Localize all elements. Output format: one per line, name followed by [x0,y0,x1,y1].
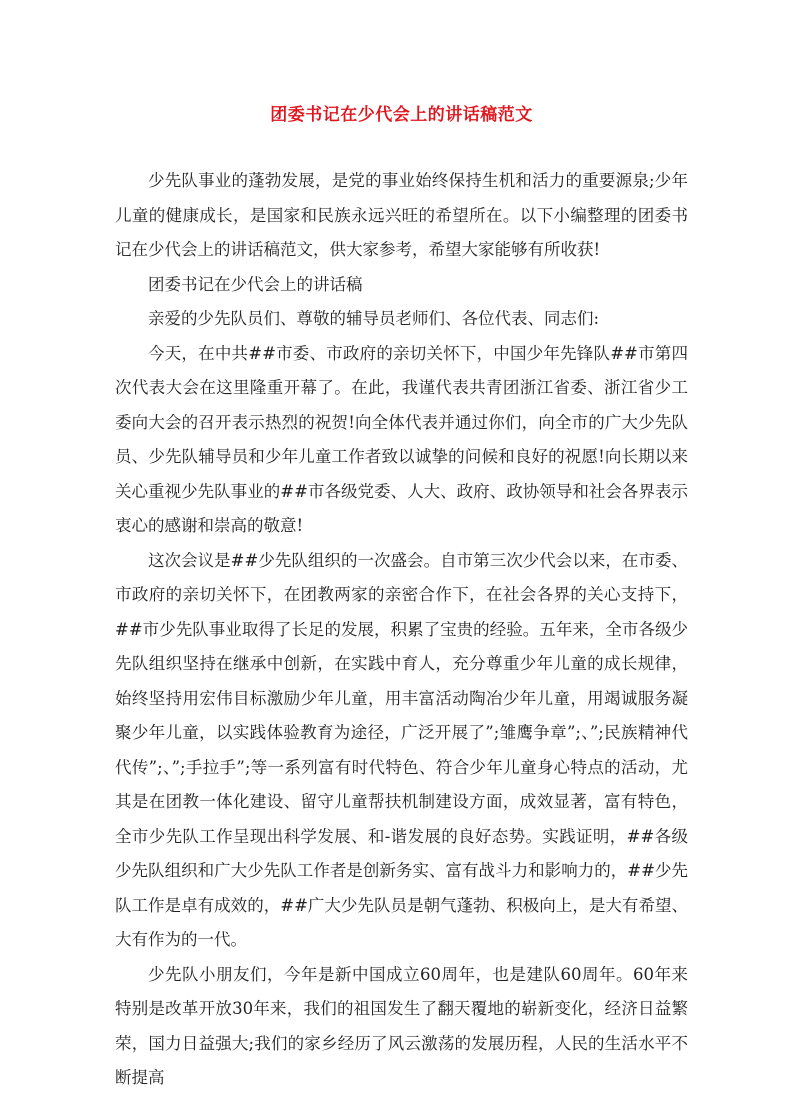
paragraph-salutation: 亲爱的少先队员们、尊敬的辅导员老师们、各位代表、同志们: [148,309,600,328]
paragraph-anniversary: 少先队小朋友们，今年是新中国成立60周年，也是建队60周年。60年来特别是改革开放30年来，我们的祖国发生了翻天覆地的崭新变化，经济日益繁荣，国力日益强大;我们的家乡经历了风云激荡的发展历程，人民的生活水平不断提高 [115,964,688,1087]
paragraph-opening: 今天，在中共##市委、市政府的亲切关怀下，中国少年先锋队##市第四次代表大会在这里隆重开幕了。在此，我谨代表共青团浙江省委、浙江省少工委向大会的召开表示热烈的祝贺!向全体代表并通过你们，向全市的广大少先队员、少先队辅导员和少年儿童工作者致以诚挚的问候和良好的祝愿!向长期以来关心重视少先队事业的##市各级党委、人大、政府、政协领导和社会各界表示衷心的感谢和崇高的敬意! [115,343,688,535]
paragraph-subtitle: 团委书记在少代会上的讲话稿 [148,274,363,294]
paragraph-intro: 少先队事业的蓬勃发展，是党的事业始终保持生机和活力的重要源泉;少年儿童的健康成长，是国家和民族永远兴旺的希望所在。以下小编整理的团委书记在少代会上的讲话稿范文，供大家参考，希望大家能够有所收获! [115,171,688,259]
document-title: 团委书记在少代会上的讲话稿范文 [270,105,533,125]
document-body [115,164,688,1096]
paragraph-achievements: 这次会议是##少先队组织的一次盛会。自市第三次少代会以来，在市委、市政府的亲切关怀下，在团教两家的亲密合作下，在社会各界的关心支持下，##市少先队事业取得了长足的发展，积累了宝贵的经验。五年来，全市各级少先队组织坚持在继承中创新，在实践中育人，充分尊重少年儿童的成长规律，始终坚持用宏伟目标激励少年儿童，用丰富活动陶冶少年儿童，用竭诚服务凝聚少年儿童，以实践体验教育为途径，广泛开展了”;雏鹰争章”;、”;民族精神代代传”;、”;手拉手”;等一系列富有时代特色、符合少年儿童身心特点的活动，尤其是在团教一体化建设、留守儿童帮扶机制建设方面，成效显著，富有特色，全市少先队工作呈现出科学发展、和-谐发展的良好态势。实践证明，##各级少先队组织和广大少先队工作者是创新务实、富有战斗力和影响力的，##少先队工作是卓有成效的，##广大少先队员是朝气蓬勃、积极向上，是大有希望、大有作为的一代。 [115,550,688,949]
